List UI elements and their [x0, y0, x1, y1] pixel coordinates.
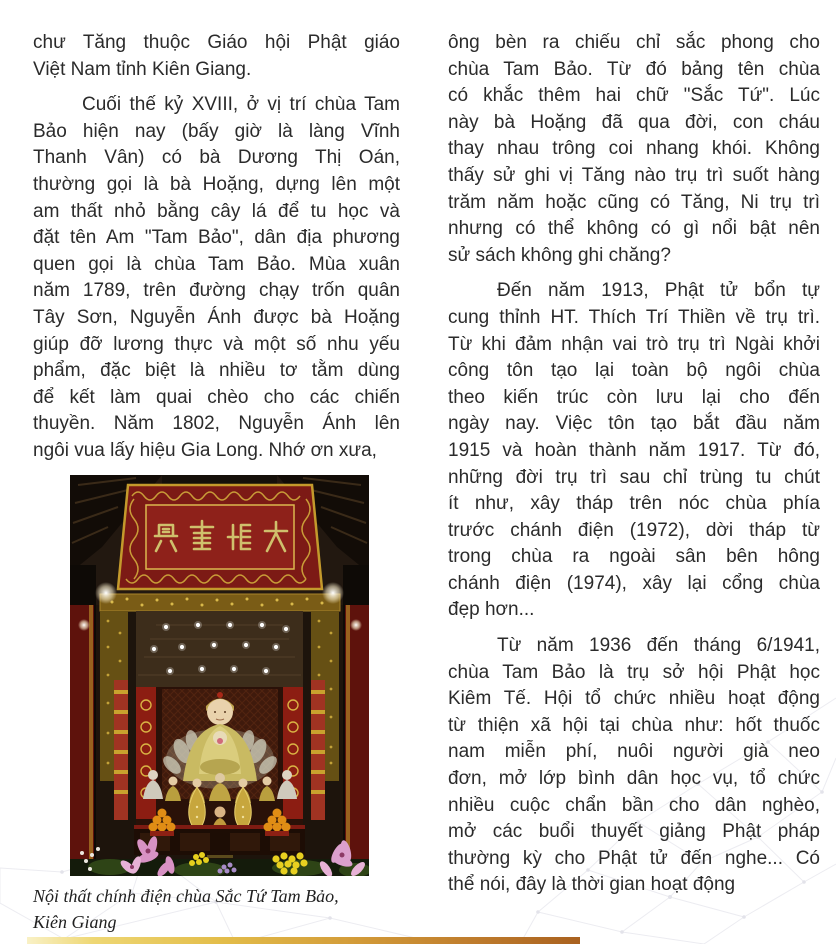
text-line: chư Tăng thuộc Giáo hội Phật giáo [33, 32, 400, 53]
text-line: trong chùa ra ngoài sân bên hông [448, 546, 820, 568]
text-line: theo kiến trúc còn lưu lại cho đến [448, 386, 820, 408]
text-line: thường kỳ cho Phật tử đến nghe... Có [448, 847, 820, 869]
bottom-accent-bar [27, 937, 580, 944]
text-line: quen gọi là chùa Tam Bảo. Mùa xuân [33, 253, 400, 275]
left-column [33, 30, 400, 935]
text-line: Từ năm 1936 đến tháng 6/1941, [497, 635, 820, 657]
caption-line: Kiên Giang [33, 911, 117, 932]
text-line: thuyền. Năm 1802, Nguyễn Ánh lên [33, 413, 400, 435]
text-line: trước chánh điện (1972), dời tháp từ [448, 519, 820, 541]
text-line: có khắc thêm hai chữ "Sắc Tứ". Lúc [448, 85, 820, 107]
text-line: nhiều cuộc chẩn bần cho dân nghèo, [448, 794, 820, 816]
text-line: sử sách không ghi chăng? [448, 244, 671, 266]
text-line: Kiêm Tế. Hội tổ chức nhiều hoạt động [448, 688, 820, 710]
photo-caption [33, 883, 400, 935]
text-line: chùa Tam Bảo là trụ sở hội Phật học [448, 661, 820, 683]
text-line: Thanh Vân) có bà Dương Thị Oán, [33, 147, 400, 169]
body-paragraph [448, 633, 820, 899]
text-line: giúp đỡ lương thực và một số nhu yếu [33, 333, 400, 355]
text-line: Cuối thế kỷ XVIII, ở vị trí chùa Tam [82, 94, 400, 116]
text-line: đơn, mở lớp bình dân học vụ, tổ chức [448, 768, 820, 790]
right-column [448, 30, 820, 899]
text-line: này bà Hoặng đã qua đời, con cháu [448, 111, 820, 133]
text-line: thay nhau trông coi nhang khói. Không [448, 138, 820, 160]
text-line: Việt Nam tỉnh Kiên Giang. [33, 58, 252, 80]
temple-interior-photo [70, 475, 369, 876]
temple-photo-figure [33, 475, 400, 935]
text-line: ít như, xây tháp trên nóc chùa phía [448, 493, 820, 515]
text-line: trăm năm hoặc cũng có Tăng, Ni trụ trì [448, 191, 820, 213]
text-line: năm 1789, trên đường chạy trốn quân [33, 280, 400, 302]
text-line: am thất nhỏ bằng cây lá để tu học và [33, 200, 400, 222]
text-line: từ thiện xã hội tại chùa như: hốt thuốc [448, 714, 820, 736]
text-line: 1915 và hoàn thành năm 1917. Từ đó, [448, 439, 820, 461]
body-paragraph [33, 92, 400, 464]
text-line: nhưng có thể không có gì nổi bật nên [448, 218, 820, 240]
body-paragraph [33, 30, 400, 83]
text-line: Từ khi đảm nhận vai trò trụ trì Ngài khởi [448, 333, 820, 355]
text-line: nam miễn phí, nuôi người già neo [448, 741, 820, 763]
text-line: chánh điện (1974), xây lại cổng chùa [448, 572, 820, 594]
text-line: mở các buổi thuyết giảng Phật pháp [448, 821, 820, 843]
caption-line: Nội thất chính điện chùa Sắc Tứ Tam Bảo, [33, 885, 339, 906]
body-paragraph [448, 278, 820, 624]
text-line: chùa Tam Bảo. Từ đó bảng tên chùa [448, 58, 820, 80]
text-line: đẹp hơn... [448, 599, 535, 621]
text-line: ngày nay. Việc tôn tạo bắt đầu năm [448, 413, 820, 435]
text-line: công tôn tạo lại toàn bộ ngôi chùa [448, 360, 820, 382]
text-line: Tây Sơn, Nguyễn Ánh được bà Hoặng [33, 306, 400, 328]
text-line: thấy sử ghi vị Tăng nào trụ trì suốt hàng [448, 164, 820, 186]
text-line: ngôi vua lấy hiệu Gia Long. Nhớ ơn xưa, [33, 439, 377, 461]
text-line: Bảo hiện nay (bấy giờ là làng Vĩnh [33, 120, 400, 142]
left-column-text [33, 30, 400, 465]
text-line: thường gọi là bà Hoặng, dựng lên một [33, 173, 400, 195]
body-paragraph [448, 30, 820, 269]
text-line: ông bèn ra chiếu chỉ sắc phong cho [448, 32, 820, 53]
text-line: để kết làm quai chèo cho các chiến [33, 386, 400, 408]
text-line: đặt tên Am "Tam Bảo", dân địa phương [33, 227, 400, 249]
text-line: những đời trụ trì sau chỉ trùng tu chút [448, 466, 820, 488]
text-line: phẩm, đặc biệt là nhiều tơ tằm dùng [33, 360, 400, 382]
text-line: thể nói, đây là thời gian hoạt động [448, 874, 736, 896]
text-line: Đến năm 1913, Phật tử bổn tự [497, 280, 820, 302]
text-line: cung thỉnh HT. Thích Trí Thiền về trụ trì. [448, 306, 820, 328]
